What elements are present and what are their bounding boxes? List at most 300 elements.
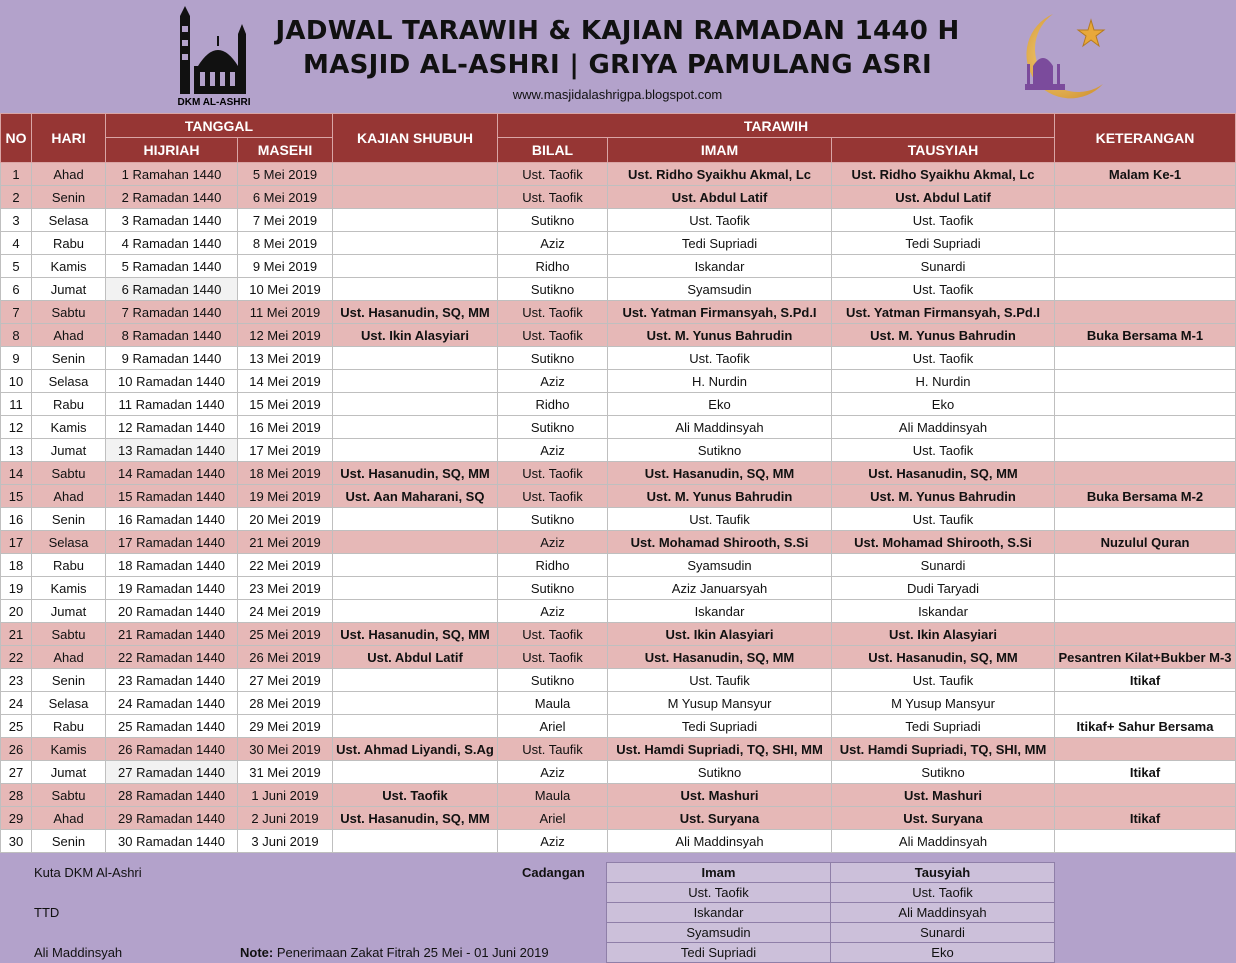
cell-hari: Selasa — [32, 370, 106, 393]
cell-kajian: Ust. Hasanudin, SQ, MM — [333, 462, 498, 485]
cell-no: 13 — [1, 439, 32, 462]
cell-ket — [1055, 370, 1236, 393]
cell-no: 18 — [1, 554, 32, 577]
table-row — [1, 531, 1236, 554]
cell-masehi: 26 Mei 2019 — [238, 646, 333, 669]
cell-masehi: 25 Mei 2019 — [238, 623, 333, 646]
footer-kuta: Kuta DKM Al-Ashri — [34, 865, 142, 880]
cell-tausyiah: Ust. Taufik — [832, 508, 1055, 531]
footer-note — [240, 945, 549, 960]
cadangan-row — [607, 903, 1055, 923]
cell-imam: Ust. Hasanudin, SQ, MM — [608, 462, 832, 485]
cell-imam: Aziz Januarsyah — [608, 577, 832, 600]
cell-imam: Ust. Taufik — [608, 508, 832, 531]
cell-hijriah: 10 Ramadan 1440 — [106, 370, 238, 393]
note-text: Penerimaan Zakat Fitrah 25 Mei - 01 Juni 2019 — [276, 945, 549, 960]
cell-hijriah: 24 Ramadan 1440 — [106, 692, 238, 715]
cadangan-row — [607, 923, 1055, 943]
cell-tausyiah: Ust. Mohamad Shirooth, S.Si — [832, 531, 1055, 554]
cell-hijriah: 18 Ramadan 1440 — [106, 554, 238, 577]
cell-kajian — [333, 830, 498, 853]
table-row — [1, 393, 1236, 416]
cell-hari: Selasa — [32, 209, 106, 232]
cell-bilal: Aziz — [498, 439, 608, 462]
cell-ket: Buka Bersama M-1 — [1055, 324, 1236, 347]
cell-ket — [1055, 600, 1236, 623]
cell-hijriah: 6 Ramadan 1440 — [106, 278, 238, 301]
cell-masehi: 11 Mei 2019 — [238, 301, 333, 324]
cell-imam: Syamsudin — [608, 278, 832, 301]
cell-bilal: Aziz — [498, 761, 608, 784]
cell-kajian — [333, 554, 498, 577]
table-row — [1, 163, 1236, 186]
col-header-tarawih: TARAWIH — [498, 114, 1055, 138]
cell-bilal: Ust. Taofik — [498, 646, 608, 669]
cell-masehi: 21 Mei 2019 — [238, 531, 333, 554]
cell-imam: Sutikno — [608, 439, 832, 462]
cell-bilal: Ust. Taufik — [498, 738, 608, 761]
cell-no: 20 — [1, 600, 32, 623]
cell-ket — [1055, 692, 1236, 715]
cell-masehi: 1 Juni 2019 — [238, 784, 333, 807]
cell-hari: Rabu — [32, 554, 106, 577]
cell-bilal: Sutikno — [498, 278, 608, 301]
cell-masehi: 8 Mei 2019 — [238, 232, 333, 255]
cell-hijriah: 27 Ramadan 1440 — [106, 761, 238, 784]
cell-ket — [1055, 738, 1236, 761]
cell-kajian — [333, 278, 498, 301]
cell-masehi: 28 Mei 2019 — [238, 692, 333, 715]
cell-ket: Malam Ke-1 — [1055, 163, 1236, 186]
cell-kajian: Ust. Abdul Latif — [333, 646, 498, 669]
cell-no: 17 — [1, 531, 32, 554]
table-row — [1, 669, 1236, 692]
note-label: Note: — [240, 945, 274, 960]
cell-hari: Jumat — [32, 761, 106, 784]
cell-kajian — [333, 531, 498, 554]
cell-bilal: Aziz — [498, 600, 608, 623]
cell-ket: Itikaf — [1055, 761, 1236, 784]
cell-tausyiah: Iskandar — [832, 600, 1055, 623]
cell-imam: Tedi Supriadi — [608, 232, 832, 255]
cell-tausyiah: Sutikno — [832, 761, 1055, 784]
cadangan-header-imam: Imam — [607, 863, 831, 883]
cell-tausyiah: Ust. Hamdi Supriadi, TQ, SHI, MM — [832, 738, 1055, 761]
cell-tausyiah: Ust. Taufik — [832, 669, 1055, 692]
cell-hijriah: 12 Ramadan 1440 — [106, 416, 238, 439]
cell-imam: Ust. Hamdi Supriadi, TQ, SHI, MM — [608, 738, 832, 761]
cell-hijriah: 2 Ramadan 1440 — [106, 186, 238, 209]
cell-masehi: 14 Mei 2019 — [238, 370, 333, 393]
col-header-hijriah: HIJRIAH — [106, 138, 238, 163]
cell-hijriah: 1 Ramahan 1440 — [106, 163, 238, 186]
cadangan-tausyiah: Ali Maddinsyah — [831, 903, 1055, 923]
table-row — [1, 209, 1236, 232]
cell-tausyiah: Ali Maddinsyah — [832, 830, 1055, 853]
cell-no: 14 — [1, 462, 32, 485]
cell-bilal: Ariel — [498, 807, 608, 830]
cell-no: 28 — [1, 784, 32, 807]
cell-imam: Ust. Taofik — [608, 347, 832, 370]
cell-kajian: Ust. Ahmad Liyandi, S.Ag — [333, 738, 498, 761]
cell-hari: Sabtu — [32, 462, 106, 485]
cadangan-table — [606, 862, 1055, 963]
cell-no: 24 — [1, 692, 32, 715]
cell-tausyiah: Sunardi — [832, 554, 1055, 577]
cell-imam: Ust. Suryana — [608, 807, 832, 830]
cell-hari: Kamis — [32, 416, 106, 439]
cell-no: 3 — [1, 209, 32, 232]
cell-imam: H. Nurdin — [608, 370, 832, 393]
table-row — [1, 347, 1236, 370]
cell-tausyiah: Ust. M. Yunus Bahrudin — [832, 324, 1055, 347]
cell-no: 12 — [1, 416, 32, 439]
table-row — [1, 715, 1236, 738]
cell-masehi: 17 Mei 2019 — [238, 439, 333, 462]
cell-tausyiah: Ust. Taofik — [832, 439, 1055, 462]
cell-hari: Senin — [32, 186, 106, 209]
cell-no: 16 — [1, 508, 32, 531]
table-row — [1, 485, 1236, 508]
cell-hijriah: 21 Ramadan 1440 — [106, 623, 238, 646]
cell-hari: Ahad — [32, 163, 106, 186]
cell-kajian — [333, 715, 498, 738]
cell-kajian — [333, 209, 498, 232]
cell-kajian — [333, 600, 498, 623]
cell-kajian: Ust. Hasanudin, SQ, MM — [333, 807, 498, 830]
cell-imam: Ust. Hasanudin, SQ, MM — [608, 646, 832, 669]
cell-no: 27 — [1, 761, 32, 784]
cell-imam: Ust. Taofik — [608, 209, 832, 232]
table-row — [1, 278, 1236, 301]
cell-no: 8 — [1, 324, 32, 347]
col-header-tanggal: TANGGAL — [106, 114, 333, 138]
cell-kajian: Ust. Ikin Alasyiari — [333, 324, 498, 347]
cell-no: 10 — [1, 370, 32, 393]
table-row — [1, 761, 1236, 784]
cell-kajian — [333, 232, 498, 255]
cell-hari: Senin — [32, 830, 106, 853]
table-row — [1, 439, 1236, 462]
cell-ket — [1055, 209, 1236, 232]
cell-imam: Ust. M. Yunus Bahrudin — [608, 324, 832, 347]
cell-masehi: 10 Mei 2019 — [238, 278, 333, 301]
cell-ket: Itikaf — [1055, 807, 1236, 830]
cell-hijriah: 28 Ramadan 1440 — [106, 784, 238, 807]
cell-hari: Sabtu — [32, 623, 106, 646]
cell-tausyiah: Ust. Taofik — [832, 209, 1055, 232]
cell-tausyiah: Ust. Ridho Syaikhu Akmal, Lc — [832, 163, 1055, 186]
cell-hijriah: 8 Ramadan 1440 — [106, 324, 238, 347]
cell-hari: Rabu — [32, 393, 106, 416]
cell-imam: M Yusup Mansyur — [608, 692, 832, 715]
table-row — [1, 577, 1236, 600]
cell-tausyiah: Tedi Supriadi — [832, 232, 1055, 255]
table-row — [1, 646, 1236, 669]
cell-tausyiah: Ust. Mashuri — [832, 784, 1055, 807]
cell-tausyiah: Sunardi — [832, 255, 1055, 278]
cell-bilal: Aziz — [498, 370, 608, 393]
cell-hijriah: 17 Ramadan 1440 — [106, 531, 238, 554]
cell-hijriah: 4 Ramadan 1440 — [106, 232, 238, 255]
cell-hari: Jumat — [32, 600, 106, 623]
cell-ket — [1055, 416, 1236, 439]
table-row — [1, 508, 1236, 531]
cell-ket — [1055, 347, 1236, 370]
cell-masehi: 27 Mei 2019 — [238, 669, 333, 692]
cell-imam: Iskandar — [608, 600, 832, 623]
cell-kajian — [333, 761, 498, 784]
cell-hari: Senin — [32, 508, 106, 531]
cell-hijriah: 15 Ramadan 1440 — [106, 485, 238, 508]
cell-hijriah: 13 Ramadan 1440 — [106, 439, 238, 462]
cell-ket — [1055, 623, 1236, 646]
cell-hari: Jumat — [32, 439, 106, 462]
cell-no: 11 — [1, 393, 32, 416]
table-row — [1, 807, 1236, 830]
table-row — [1, 462, 1236, 485]
cell-kajian — [333, 439, 498, 462]
cell-bilal: Aziz — [498, 232, 608, 255]
cell-bilal: Sutikno — [498, 416, 608, 439]
cell-imam: Ust. Mashuri — [608, 784, 832, 807]
cell-hijriah: 20 Ramadan 1440 — [106, 600, 238, 623]
cell-tausyiah: Dudi Taryadi — [832, 577, 1055, 600]
cell-bilal: Ust. Taofik — [498, 623, 608, 646]
cell-kajian: Ust. Taofik — [333, 784, 498, 807]
cell-imam: Ust. Mohamad Shirooth, S.Si — [608, 531, 832, 554]
cell-tausyiah: Ust. Hasanudin, SQ, MM — [832, 646, 1055, 669]
cell-bilal: Ust. Taofik — [498, 186, 608, 209]
cell-imam: Eko — [608, 393, 832, 416]
cell-masehi: 18 Mei 2019 — [238, 462, 333, 485]
cell-hijriah: 23 Ramadan 1440 — [106, 669, 238, 692]
cell-hari: Sabtu — [32, 784, 106, 807]
cell-kajian — [333, 416, 498, 439]
cell-hari: Ahad — [32, 646, 106, 669]
cell-hari: Rabu — [32, 715, 106, 738]
cell-tausyiah: H. Nurdin — [832, 370, 1055, 393]
cell-hijriah: 19 Ramadan 1440 — [106, 577, 238, 600]
cell-hari: Rabu — [32, 232, 106, 255]
cell-hari: Kamis — [32, 738, 106, 761]
cell-hari: Jumat — [32, 278, 106, 301]
cell-hari: Senin — [32, 669, 106, 692]
cell-masehi: 15 Mei 2019 — [238, 393, 333, 416]
cell-hari: Sabtu — [32, 301, 106, 324]
mosque-logo-icon — [170, 6, 258, 110]
cell-tausyiah: Tedi Supriadi — [832, 715, 1055, 738]
cell-bilal: Ridho — [498, 255, 608, 278]
cell-no: 22 — [1, 646, 32, 669]
cell-hijriah: 29 Ramadan 1440 — [106, 807, 238, 830]
cell-no: 9 — [1, 347, 32, 370]
cadangan-label: Cadangan — [522, 865, 585, 880]
cell-bilal: Maula — [498, 784, 608, 807]
cell-masehi: 6 Mei 2019 — [238, 186, 333, 209]
cell-masehi: 31 Mei 2019 — [238, 761, 333, 784]
page-subtitle: MASJID AL-ASHRI | GRIYA PAMULANG ASRI — [303, 50, 932, 80]
cell-bilal: Ridho — [498, 393, 608, 416]
cadangan-tausyiah: Sunardi — [831, 923, 1055, 943]
cell-bilal: Ridho — [498, 554, 608, 577]
cell-bilal: Ust. Taofik — [498, 485, 608, 508]
table-row — [1, 324, 1236, 347]
cell-bilal: Ust. Taofik — [498, 163, 608, 186]
schedule-table — [0, 113, 1236, 853]
cell-imam: Iskandar — [608, 255, 832, 278]
cell-imam: Syamsudin — [608, 554, 832, 577]
cadangan-imam: Iskandar — [607, 903, 831, 923]
cell-no: 7 — [1, 301, 32, 324]
footer-signer: Ali Maddinsyah — [34, 945, 123, 960]
cell-kajian — [333, 370, 498, 393]
cell-hijriah: 9 Ramadan 1440 — [106, 347, 238, 370]
logo-text: DKM AL-ASHRI — [177, 97, 251, 108]
cell-kajian — [333, 163, 498, 186]
col-header-imam: IMAM — [608, 138, 832, 163]
cell-bilal: Ust. Taofik — [498, 462, 608, 485]
page-header — [0, 0, 1236, 113]
cell-no: 29 — [1, 807, 32, 830]
cell-hijriah: 14 Ramadan 1440 — [106, 462, 238, 485]
cell-tausyiah: M Yusup Mansyur — [832, 692, 1055, 715]
cell-bilal: Sutikno — [498, 209, 608, 232]
schedule-body — [1, 163, 1236, 853]
cell-ket — [1055, 577, 1236, 600]
cell-hijriah: 3 Ramadan 1440 — [106, 209, 238, 232]
cell-imam: Ust. M. Yunus Bahrudin — [608, 485, 832, 508]
cell-ket — [1055, 186, 1236, 209]
cell-masehi: 2 Juni 2019 — [238, 807, 333, 830]
cell-masehi: 12 Mei 2019 — [238, 324, 333, 347]
cell-bilal: Ust. Taofik — [498, 324, 608, 347]
cell-no: 6 — [1, 278, 32, 301]
cell-hijriah: 25 Ramadan 1440 — [106, 715, 238, 738]
cell-hari: Ahad — [32, 485, 106, 508]
table-row — [1, 738, 1236, 761]
cell-ket — [1055, 278, 1236, 301]
cell-hari: Senin — [32, 347, 106, 370]
cell-masehi: 9 Mei 2019 — [238, 255, 333, 278]
cell-ket — [1055, 830, 1236, 853]
cell-kajian — [333, 508, 498, 531]
table-row — [1, 232, 1236, 255]
cell-tausyiah: Ust. Yatman Firmansyah, S.Pd.I — [832, 301, 1055, 324]
cell-hari: Kamis — [32, 577, 106, 600]
footer-ttd: TTD — [34, 905, 60, 920]
cell-ket: Nuzulul Quran — [1055, 531, 1236, 554]
cell-ket — [1055, 554, 1236, 577]
cell-no: 26 — [1, 738, 32, 761]
cell-tausyiah: Ust. Ikin Alasyiari — [832, 623, 1055, 646]
cell-hari: Kamis — [32, 255, 106, 278]
cell-no: 19 — [1, 577, 32, 600]
cadangan-header-tausyiah: Tausyiah — [831, 863, 1055, 883]
cell-tausyiah: Ust. Abdul Latif — [832, 186, 1055, 209]
cell-ket — [1055, 301, 1236, 324]
table-row — [1, 600, 1236, 623]
cell-bilal: Ariel — [498, 715, 608, 738]
cell-bilal: Sutikno — [498, 508, 608, 531]
cell-no: 30 — [1, 830, 32, 853]
cell-hijriah: 16 Ramadan 1440 — [106, 508, 238, 531]
cell-imam: Sutikno — [608, 761, 832, 784]
cell-ket — [1055, 393, 1236, 416]
cell-masehi: 7 Mei 2019 — [238, 209, 333, 232]
col-header-tausyiah: TAUSYIAH — [832, 138, 1055, 163]
cell-imam: Ali Maddinsyah — [608, 830, 832, 853]
cell-ket: Itikaf+ Sahur Bersama — [1055, 715, 1236, 738]
cell-tausyiah: Ali Maddinsyah — [832, 416, 1055, 439]
cell-hijriah: 30 Ramadan 1440 — [106, 830, 238, 853]
table-row — [1, 692, 1236, 715]
table-row — [1, 830, 1236, 853]
cell-ket: Itikaf — [1055, 669, 1236, 692]
cell-ket: Buka Bersama M-2 — [1055, 485, 1236, 508]
cell-no: 21 — [1, 623, 32, 646]
cell-no: 4 — [1, 232, 32, 255]
cell-ket — [1055, 508, 1236, 531]
table-row — [1, 784, 1236, 807]
cell-bilal: Sutikno — [498, 669, 608, 692]
cell-kajian: Ust. Hasanudin, SQ, MM — [333, 301, 498, 324]
cell-kajian — [333, 692, 498, 715]
col-header-no: NO — [1, 114, 32, 163]
table-row — [1, 623, 1236, 646]
cadangan-imam: Syamsudin — [607, 923, 831, 943]
cell-masehi: 23 Mei 2019 — [238, 577, 333, 600]
cadangan-row — [607, 943, 1055, 963]
table-row — [1, 301, 1236, 324]
cell-masehi: 16 Mei 2019 — [238, 416, 333, 439]
cadangan-body — [607, 883, 1055, 963]
cell-tausyiah: Ust. Taofik — [832, 347, 1055, 370]
cell-kajian: Ust. Hasanudin, SQ, MM — [333, 623, 498, 646]
cell-masehi: 24 Mei 2019 — [238, 600, 333, 623]
cell-kajian — [333, 255, 498, 278]
cell-masehi: 20 Mei 2019 — [238, 508, 333, 531]
page-title: JADWAL TARAWIH & KAJIAN RAMADAN 1440 H — [275, 16, 960, 46]
cell-masehi: 30 Mei 2019 — [238, 738, 333, 761]
col-header-bilal: BILAL — [498, 138, 608, 163]
cell-ket — [1055, 784, 1236, 807]
cell-no: 15 — [1, 485, 32, 508]
col-header-hari: HARI — [32, 114, 106, 163]
cell-tausyiah: Ust. Taofik — [832, 278, 1055, 301]
cell-masehi: 3 Juni 2019 — [238, 830, 333, 853]
cell-ket — [1055, 232, 1236, 255]
cadangan-imam: Ust. Taofik — [607, 883, 831, 903]
cell-hari: Ahad — [32, 807, 106, 830]
cell-tausyiah: Ust. Suryana — [832, 807, 1055, 830]
table-row — [1, 255, 1236, 278]
table-row — [1, 370, 1236, 393]
cell-hari: Ahad — [32, 324, 106, 347]
cell-ket — [1055, 255, 1236, 278]
cell-bilal: Sutikno — [498, 347, 608, 370]
cell-bilal: Sutikno — [498, 577, 608, 600]
cell-kajian — [333, 186, 498, 209]
col-header-masehi: MASEHI — [238, 138, 333, 163]
cell-kajian — [333, 347, 498, 370]
cell-hijriah: 7 Ramadan 1440 — [106, 301, 238, 324]
cell-masehi: 5 Mei 2019 — [238, 163, 333, 186]
cell-ket — [1055, 439, 1236, 462]
cell-kajian — [333, 669, 498, 692]
cell-hijriah: 11 Ramadan 1440 — [106, 393, 238, 416]
cell-masehi: 22 Mei 2019 — [238, 554, 333, 577]
